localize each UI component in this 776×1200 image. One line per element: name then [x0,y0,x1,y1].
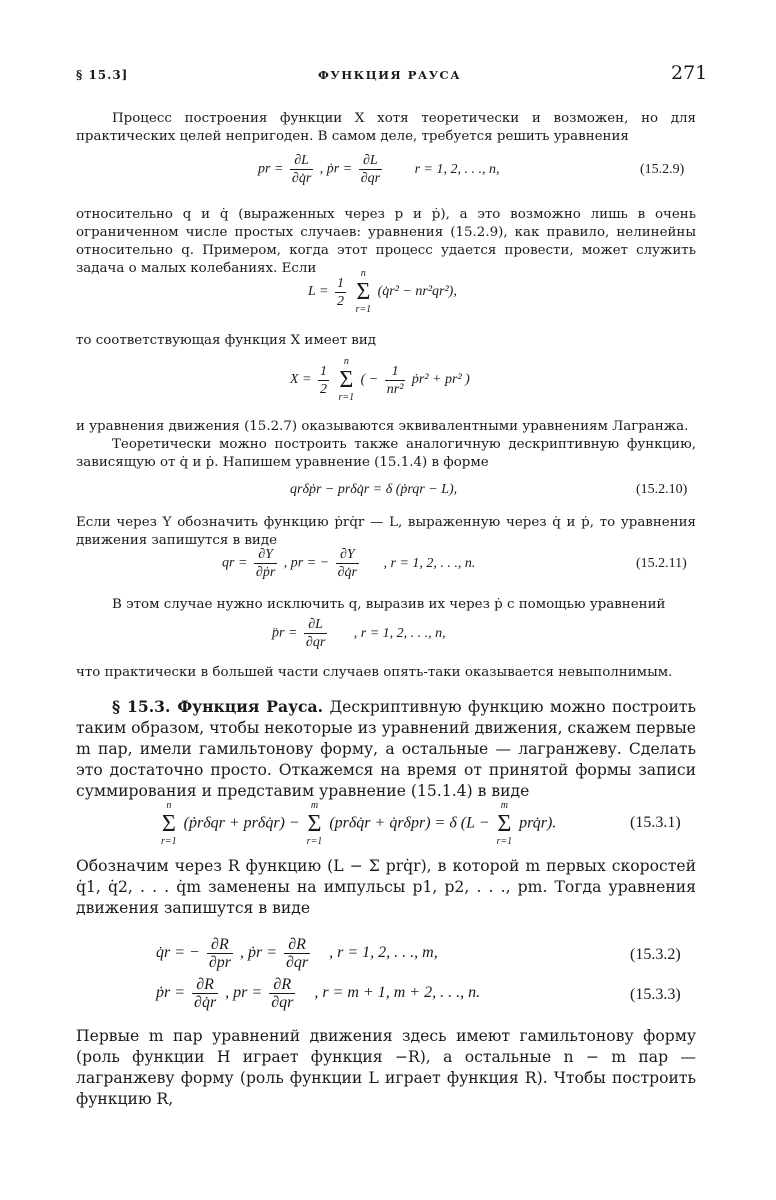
equation-lagrangian: L = $\frac{1}{2}$ n Σ r=1 (q̇r² − nr²qr²), [308,268,457,315]
equation-number: (15.3.2) [630,946,681,963]
paragraph: Процесс построения функции X хотя теоретически и возможен, но для практических целей непригоден. В самом деле, требуется решить уравнения [76,111,696,144]
equation-15-3-3: ṗr = $\frac{\partial R}{\partial q̇r}$ , pr = $\frac{\partial R}{\partial qr}$ , r = m + 1, m + 2, . . ., n. [156,976,481,1011]
paragraph: и уравнения движения (15.2.7) оказываются эквивалентными уравнениям Лагранжа. [76,419,689,434]
equation-number: (15.2.10) [636,482,688,497]
paragraph: Если через Y обозначить функцию ṗrq̇r — L, выраженную через q̇ и ṗ, то уравнения движения запишутся в виде [76,515,696,548]
paragraph: то соответствующая функция X имеет вид [76,333,376,348]
equation-number: (15.3.1) [630,814,681,831]
section-paragraph: § 15.3. Функция Рауса. Дескриптивную функцию можно построить таким образом, чтобы некоторые из уравнений движения, скажем первые m пар, имели гамильтонову форму, а остальные — лагранжеву. Сделать это достаточно просто. Откажемся на время от принятой формы записи суммирования и представим уравнение (15.1.4) в виде [76,697,696,800]
equation-number: (15.2.9) [640,162,685,177]
equation-x-function: X = $\frac{1}{2}$ n Σ r=1 ( − $\frac{1}{\text{nr²}}$ ṗr² + pr² ) [290,356,470,403]
equation-15-2-10: qrδṗr − prδq̇r = δ (ṗrqr − L), [290,482,458,497]
paragraph: В этом случае нужно исключить q, выразив их через ṗ с помощью уравнений [112,597,666,612]
equation-15-2-11: qr = $\frac{\partial Y}{\text{∂ṗr}}$ , pr = − $\frac{\partial Y}{\partial q̇r}$ , r = 1, 2, . . ., n. [222,547,476,580]
equation-p-double-dot: p̈r = $\frac{\partial L}{\partial qr}$ , r = 1, 2, . . ., n, [272,617,446,650]
running-header-title: ФУНКЦИЯ РАУСА [318,68,462,82]
paragraph: относительно q и q̇ (выраженных через p и ṗ), а это возможно лишь в очень ограниченном числе простых случаев: уравнения (15.2.9), как правило, нелинейны относительно q. Примером, когда этот процесс удается провести, может служить задача о малых колебаниях. Если [76,207,696,276]
equation-15-2-9: pr = $\frac{\partial L}{\partial q̇r}$ , ṗr = $\frac{\partial L}{\partial qr}$ r = 1, 2, . . ., n, [258,153,500,186]
paragraph: что практически в большей части случаев опять-таки оказывается невыполнимым. [76,665,673,680]
equation-15-3-2: q̇r = − $\frac{\partial R}{\partial pr}$ , ṗr = $\frac{\partial R}{\partial qr}$ , r = 1, 2, . . ., m, [156,936,438,971]
paragraph: Теоретически можно построить также аналогичную дескриптивную функцию, зависящую от q̇ и ṗ. Напишем уравнение (15.1.4) в форме [76,437,696,470]
section-title: § 15.3. Функция Рауса. [112,697,324,716]
page-number: 271 [671,62,708,84]
paragraph: Первые m пар уравнений движения здесь имеют гамильтонову форму (роль функции H играет функция −R), а остальные n − m пар — лагранжеву форму (роль функции L играет функция R). Чтобы построить функцию R, [76,1027,696,1108]
equation-number: (15.3.3) [630,986,681,1003]
equation-15-3-1: n Σ r=1 (ṗrδqr + prδq̇r) − m Σ r=1 (prδq̇r + q̇rδpr) = δ (L − m Σ r=1 prq̇r). [161,800,557,847]
paragraph: Обозначим через R функцию (L − Σ prq̇r), в которой m первых скоростей q̇1, q̇2, . . . q̇m заменены на импульсы p1, p2, . . ., pm. Тогда уравнения движения запишутся в виде [76,857,696,917]
running-header-section: § 15.3] [76,68,129,82]
equation-number: (15.2.11) [636,556,687,571]
